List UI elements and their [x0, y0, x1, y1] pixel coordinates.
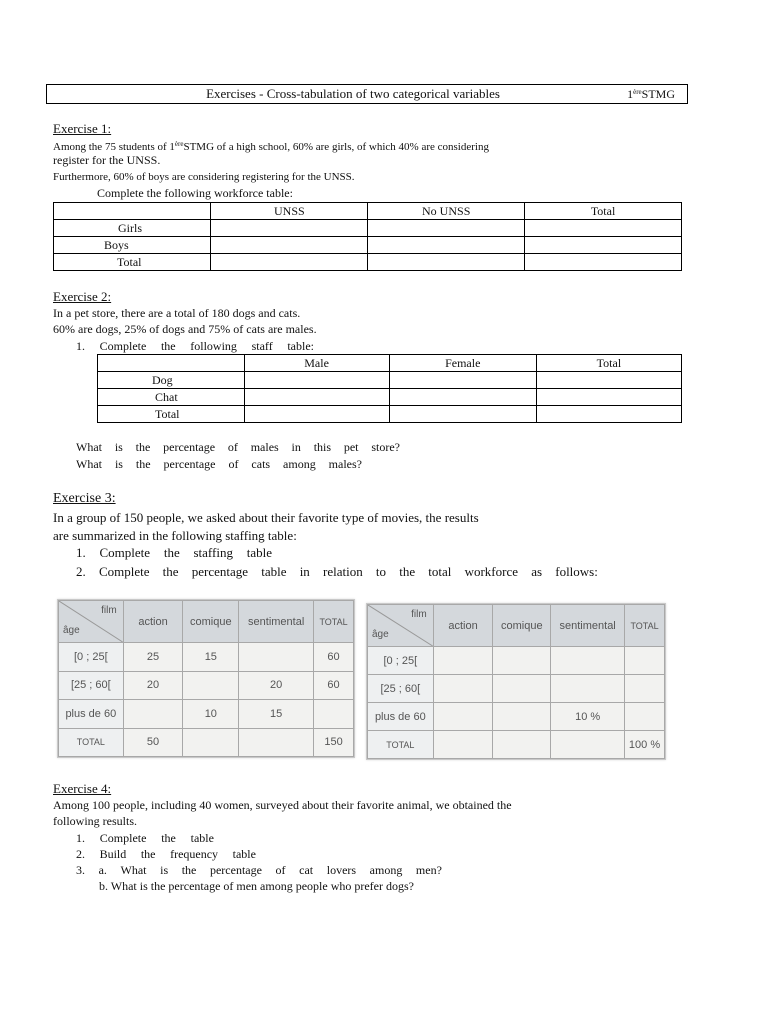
- table-row: [98, 372, 682, 389]
- ex1-line1-part-b: STMG of a high school, 60% are girls, of which 40% are considering: [183, 141, 489, 153]
- exercise-4-item-2: [76, 846, 256, 862]
- table-cell: [183, 728, 239, 757]
- exercise-1-instruction: Complete the following workforce table:: [97, 186, 293, 200]
- exercise-2-item-1: [76, 338, 314, 354]
- table-cell: [183, 671, 239, 700]
- word: of: [228, 457, 239, 471]
- title-box: [46, 84, 688, 104]
- table-row: [54, 237, 682, 254]
- table-row: [59, 700, 354, 729]
- row-label-total: Total: [54, 254, 211, 271]
- table-cell[interactable]: [536, 372, 681, 389]
- row-label: TOTAL: [368, 731, 434, 759]
- table-cell: 15: [183, 643, 239, 672]
- exercise-3-item-2: [76, 563, 598, 580]
- word: men?: [415, 863, 442, 877]
- table-cell: [493, 731, 551, 759]
- table-cell: 15: [239, 700, 314, 729]
- word: following: [190, 339, 237, 353]
- table-cell: [493, 647, 551, 675]
- word: the: [135, 457, 151, 471]
- corner-label-film: film: [411, 609, 427, 620]
- exercise-1-line-2: register for the UNSS.: [53, 153, 161, 167]
- word: among: [369, 863, 403, 877]
- word: of: [275, 863, 286, 877]
- word: the: [163, 545, 180, 560]
- table-cell: 10 %: [551, 703, 625, 731]
- staff-table: [97, 354, 682, 423]
- word: this: [313, 440, 332, 454]
- word: of: [227, 440, 238, 454]
- table-cell: 20: [239, 671, 314, 700]
- column-header: sentimental: [239, 601, 314, 643]
- corner-label-age: âge: [372, 629, 389, 640]
- table-cell: 60: [314, 643, 354, 672]
- table-cell: 20: [123, 671, 183, 700]
- table-header-cell: Total: [525, 203, 682, 220]
- word: Build: [99, 847, 127, 861]
- page-title: Exercises - Cross-tabulation of two categorical variables: [206, 86, 500, 101]
- word: pet: [343, 440, 359, 454]
- word: the: [162, 564, 179, 579]
- movies-percentage-table-image: [366, 603, 666, 760]
- word: Complete: [99, 339, 147, 353]
- row-label-boys: Boys: [54, 237, 211, 254]
- class-superscript: ère: [633, 88, 642, 96]
- word: store?: [371, 440, 400, 454]
- table-header-cell: UNSS: [211, 203, 368, 220]
- table-corner-cell: [59, 601, 124, 643]
- table-cell: [551, 731, 625, 759]
- word: 3.: [76, 863, 85, 877]
- word: the: [399, 564, 416, 579]
- exercise-2-heading: Exercise 2:: [53, 289, 112, 304]
- word: males?: [328, 457, 362, 471]
- table-cell[interactable]: [525, 237, 682, 254]
- table-header-row: [368, 605, 665, 647]
- table-cell[interactable]: [244, 389, 389, 406]
- word: What: [76, 457, 102, 471]
- word: Complete: [98, 564, 150, 579]
- word: percentage: [191, 564, 249, 579]
- table-cell: [625, 647, 665, 675]
- row-label: plus de 60: [59, 700, 124, 729]
- word: 1.: [76, 545, 86, 560]
- column-header: action: [433, 605, 493, 647]
- table-cell: [123, 700, 183, 729]
- word: in: [291, 440, 301, 454]
- word: cat: [299, 863, 314, 877]
- word: 1.: [76, 339, 85, 353]
- row-label: [0 ; 25[: [368, 647, 434, 675]
- word: table: [261, 564, 287, 579]
- exercise-3-item-1: [76, 544, 272, 561]
- word: table: [246, 545, 272, 560]
- ex1-line1-sup: ère: [174, 140, 184, 148]
- table-row: [59, 671, 354, 700]
- table-cell: [433, 731, 493, 759]
- table-cell[interactable]: [368, 254, 525, 271]
- word: workforce: [464, 564, 519, 579]
- table-cell[interactable]: [525, 220, 682, 237]
- word: Complete: [99, 545, 151, 560]
- table-cell: [239, 643, 314, 672]
- movies-count-table: [58, 600, 354, 757]
- table-cell: [314, 700, 354, 729]
- word: is: [114, 457, 123, 471]
- workforce-table: [53, 202, 682, 271]
- word: 2.: [76, 847, 85, 861]
- table-cell[interactable]: [244, 406, 389, 423]
- table-cell: 150: [314, 728, 354, 757]
- table-header-row: [98, 355, 682, 372]
- word: as: [531, 564, 543, 579]
- table-cell: [493, 703, 551, 731]
- word: What: [120, 863, 147, 877]
- table-row: [54, 220, 682, 237]
- word: 2.: [76, 564, 86, 579]
- row-label: [0 ; 25[: [59, 643, 124, 672]
- word: total: [428, 564, 452, 579]
- table-cell[interactable]: [525, 254, 682, 271]
- exercise-4-line-1: Among 100 people, including 40 women, surveyed about their favorite animal, we obtained the: [53, 798, 512, 812]
- exercise-2-question-2: [76, 456, 362, 472]
- table-cell: [433, 703, 493, 731]
- word: relation: [323, 564, 363, 579]
- table-header-cell: No UNSS: [368, 203, 525, 220]
- word: 1.: [76, 831, 85, 845]
- table-row: [54, 254, 682, 271]
- table-header-cell: Male: [244, 355, 389, 372]
- row-label-chat: Chat: [98, 389, 245, 406]
- word: the: [135, 440, 151, 454]
- column-header: comique: [183, 601, 239, 643]
- table-cell: [551, 647, 625, 675]
- table-cell[interactable]: [536, 406, 681, 423]
- exercise-2-line-1: In a pet store, there are a total of 180 dogs and cats.: [53, 306, 301, 320]
- table-cell: 25: [123, 643, 183, 672]
- table-row: [98, 389, 682, 406]
- table-cell[interactable]: [368, 237, 525, 254]
- table-cell[interactable]: [368, 220, 525, 237]
- table-cell: [433, 675, 493, 703]
- word: among: [283, 457, 316, 471]
- exercise-3-line-2: are summarized in the following staffing table:: [53, 528, 297, 543]
- word: percentage: [163, 440, 216, 454]
- ex1-line1-part-a: Among the 75 students of 1: [53, 141, 175, 153]
- table-cell: [625, 675, 665, 703]
- table-header-cell: [54, 203, 211, 220]
- table-header-cell: Total: [536, 355, 681, 372]
- table-cell[interactable]: [211, 220, 368, 237]
- table-cell: 50: [123, 728, 183, 757]
- table-cell: [551, 675, 625, 703]
- table-cell: [433, 647, 493, 675]
- movies-percentage-table: [367, 604, 665, 759]
- column-header: TOTAL: [625, 605, 665, 647]
- class-number: 1: [627, 87, 634, 101]
- class-name: STMG: [641, 87, 675, 101]
- row-label: plus de 60: [368, 703, 434, 731]
- exercise-3-heading: Exercise 3:: [53, 491, 116, 506]
- row-label: [25 ; 60[: [59, 671, 124, 700]
- word: percentage: [209, 863, 262, 877]
- word: to: [375, 564, 387, 579]
- word: staffing: [193, 545, 233, 560]
- table-cell[interactable]: [211, 237, 368, 254]
- table-cell: 60: [314, 671, 354, 700]
- table-row: [368, 675, 665, 703]
- table-row: [368, 703, 665, 731]
- word: the: [160, 339, 176, 353]
- table-cell[interactable]: [536, 389, 681, 406]
- table-cell[interactable]: [389, 389, 536, 406]
- row-label-total: Total: [98, 406, 245, 423]
- table-header-row: [54, 203, 682, 220]
- word: table:: [287, 339, 314, 353]
- word: staff: [251, 339, 273, 353]
- word: is: [160, 863, 169, 877]
- column-header: comique: [493, 605, 551, 647]
- table-cell[interactable]: [244, 372, 389, 389]
- corner-label-age: âge: [63, 625, 80, 636]
- row-label-dog: Dog: [98, 372, 245, 389]
- exercise-4-item-3: [76, 862, 442, 878]
- word: percentage: [163, 457, 216, 471]
- word: Complete: [99, 831, 147, 845]
- table-header-row: [59, 601, 354, 643]
- exercise-1-heading: Exercise 1:: [53, 121, 112, 136]
- exercise-4-item-3b: b. What is the percentage of men among people who prefer dogs?: [99, 879, 414, 893]
- table-header-cell: Female: [389, 355, 536, 372]
- class-label: [627, 87, 675, 102]
- word: table: [190, 831, 214, 845]
- word: What: [76, 440, 102, 454]
- exercise-3-line-1: In a group of 150 people, we asked about their favorite type of movies, the results: [53, 510, 479, 525]
- row-label: TOTAL: [59, 728, 124, 757]
- exercise-4-line-2: following results.: [53, 814, 137, 828]
- word: the: [140, 847, 156, 861]
- exercise-2-line-2: 60% are dogs, 25% of dogs and 75% of cats are males.: [53, 322, 317, 336]
- corner-label-film: film: [101, 605, 117, 616]
- table-cell[interactable]: [389, 372, 536, 389]
- word: the: [181, 863, 197, 877]
- column-header: action: [123, 601, 183, 643]
- table-row: [59, 728, 354, 757]
- table-cell: [625, 703, 665, 731]
- table-row: [98, 406, 682, 423]
- row-label: [25 ; 60[: [368, 675, 434, 703]
- word: in: [299, 564, 310, 579]
- table-corner-cell: [368, 605, 434, 647]
- row-label-girls: Girls: [54, 220, 211, 237]
- column-header: TOTAL: [314, 601, 354, 643]
- word: is: [114, 440, 123, 454]
- table-header-cell: [98, 355, 245, 372]
- exercise-1-line-3: Furthermore, 60% of boys are considering registering for the UNSS.: [53, 171, 355, 183]
- word: cats: [251, 457, 271, 471]
- exercise-4-heading: Exercise 4:: [53, 781, 112, 796]
- table-cell[interactable]: [211, 254, 368, 271]
- exercise-2-question-1: [76, 439, 400, 455]
- table-row: [59, 643, 354, 672]
- word: males: [250, 440, 279, 454]
- table-cell: 100 %: [625, 731, 665, 759]
- table-cell: 10: [183, 700, 239, 729]
- table-cell: [239, 728, 314, 757]
- word: follows:: [555, 564, 598, 579]
- table-row: [368, 731, 665, 759]
- column-header: sentimental: [551, 605, 625, 647]
- word: table: [232, 847, 256, 861]
- table-row: [368, 647, 665, 675]
- word: a.: [98, 863, 107, 877]
- word: the: [161, 831, 176, 845]
- exercise-4-item-1: [76, 830, 214, 846]
- word: frequency: [170, 847, 219, 861]
- table-cell: [493, 675, 551, 703]
- word: lovers: [326, 863, 357, 877]
- movies-count-table-image: [57, 599, 355, 758]
- table-cell[interactable]: [389, 406, 536, 423]
